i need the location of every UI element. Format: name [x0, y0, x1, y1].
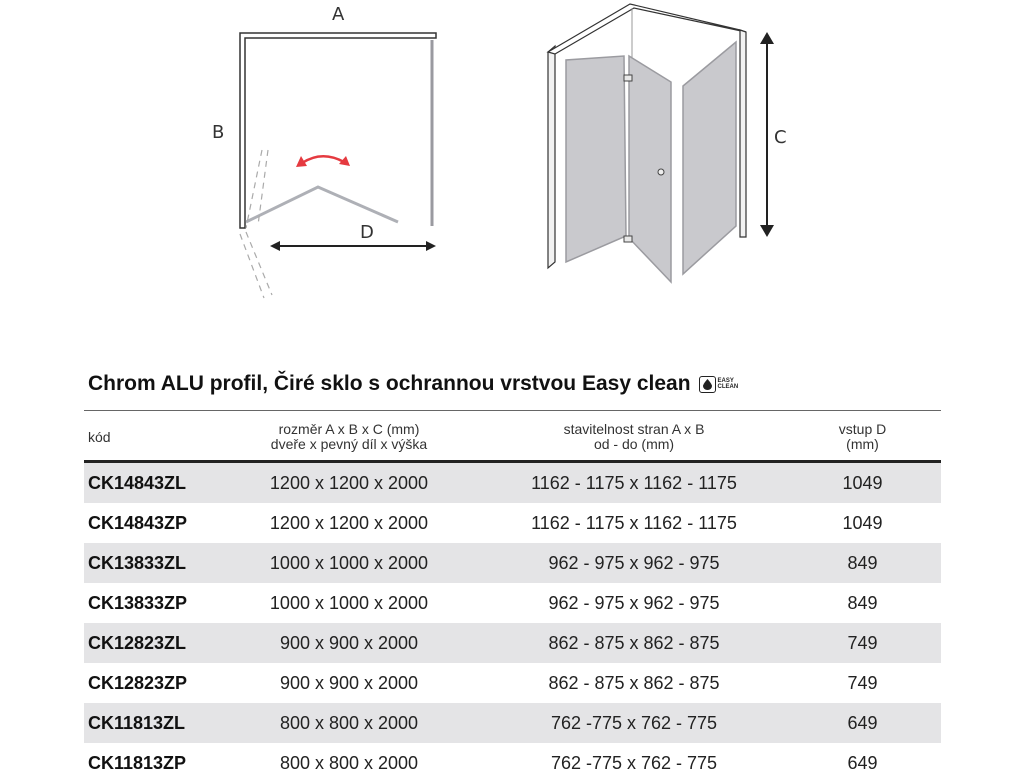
title-text: Chrom ALU profil, Čiré sklo s ochrannou vrstvou Easy clean [88, 372, 691, 395]
header-size [214, 414, 484, 460]
table-row [84, 503, 941, 543]
badge-line1: EASY [717, 378, 734, 384]
label-d: D [360, 222, 374, 243]
header-adjust-line2: od - do (mm) [593, 436, 675, 452]
cell-entry: 849 [847, 592, 878, 613]
swing-arrow-icon [302, 156, 344, 163]
header-adjust-line1: stavitelnost stran A x B [563, 421, 705, 437]
cell-entry: 649 [784, 703, 941, 743]
cell-code: CK11813ZL [84, 703, 214, 743]
cell-code: CK13833ZL [84, 543, 214, 583]
table-row [84, 543, 941, 583]
table-row [84, 703, 941, 743]
cell-size: 1200 x 1200 x 2000 [214, 463, 484, 503]
cell-size: 1200 x 1200 x 2000 [269, 512, 429, 533]
header-adjust [484, 414, 784, 460]
easy-clean-badge [699, 376, 739, 393]
product-table [84, 414, 941, 783]
cell-adjust: 762 -775 x 762 - 775 [550, 752, 718, 773]
table-row [84, 623, 941, 663]
table-top-rule [84, 410, 941, 411]
cell-adjust: 862 - 875 x 862 - 875 [548, 672, 720, 693]
label-c: C [774, 127, 787, 148]
header-entry-line1: vstup D [838, 421, 887, 437]
cell-adjust: 1162 - 1175 x 1162 - 1175 [531, 512, 737, 533]
cell-size: 1000 x 1000 x 2000 [269, 592, 429, 613]
table-row [84, 663, 941, 703]
badge-line2: CLEAN [717, 384, 739, 390]
cell-entry: 1049 [842, 512, 883, 533]
cell-size: 900 x 900 x 2000 [279, 672, 419, 693]
shower-diagrams [0, 0, 1024, 320]
folding-door-outline [246, 187, 398, 222]
floor-plan-diagram [212, 4, 436, 298]
table-row [84, 463, 941, 503]
cell-adjust: 1162 - 1175 x 1162 - 1175 [484, 463, 784, 503]
cell-adjust: 962 - 975 x 962 - 975 [484, 543, 784, 583]
cell-entry: 849 [784, 543, 941, 583]
perspective-diagram [548, 4, 787, 282]
cell-code: CK13833ZP [88, 592, 188, 613]
table-title [88, 372, 738, 396]
table-row [84, 583, 941, 623]
label-b: B [212, 122, 225, 143]
cell-entry: 1049 [784, 463, 941, 503]
cell-code: CK12823ZL [84, 623, 214, 663]
header-size-line1: rozměr A x B x C (mm) [278, 421, 420, 437]
hinge-icon [624, 75, 632, 81]
cell-adjust: 762 -775 x 762 - 775 [484, 703, 784, 743]
cell-entry: 749 [784, 623, 941, 663]
hinge-icon [624, 236, 632, 242]
header-code: kód [88, 428, 111, 445]
label-a: A [332, 4, 345, 25]
cell-size: 900 x 900 x 2000 [214, 623, 484, 663]
cell-entry: 649 [847, 752, 878, 773]
cell-size: 800 x 800 x 2000 [214, 703, 484, 743]
water-drop-icon [699, 376, 716, 393]
cell-code: CK12823ZP [88, 672, 188, 693]
cell-code: CK11813ZP [88, 752, 187, 773]
cell-size: 800 x 800 x 2000 [279, 752, 419, 773]
cell-adjust: 862 - 875 x 862 - 875 [484, 623, 784, 663]
cell-adjust: 962 - 975 x 962 - 975 [548, 592, 720, 613]
table-header-row [84, 414, 941, 460]
table-row [84, 743, 941, 783]
header-entry [784, 414, 941, 460]
header-size-line2: dveře x pevný díl x výška [270, 436, 428, 452]
cell-code: CK14843ZL [84, 463, 214, 503]
cell-entry: 749 [847, 672, 878, 693]
cell-size: 1000 x 1000 x 2000 [214, 543, 484, 583]
cell-code: CK14843ZP [88, 512, 188, 533]
table-header-rule [84, 460, 941, 463]
header-entry-line2: (mm) [846, 436, 879, 452]
knob-icon [658, 169, 664, 175]
